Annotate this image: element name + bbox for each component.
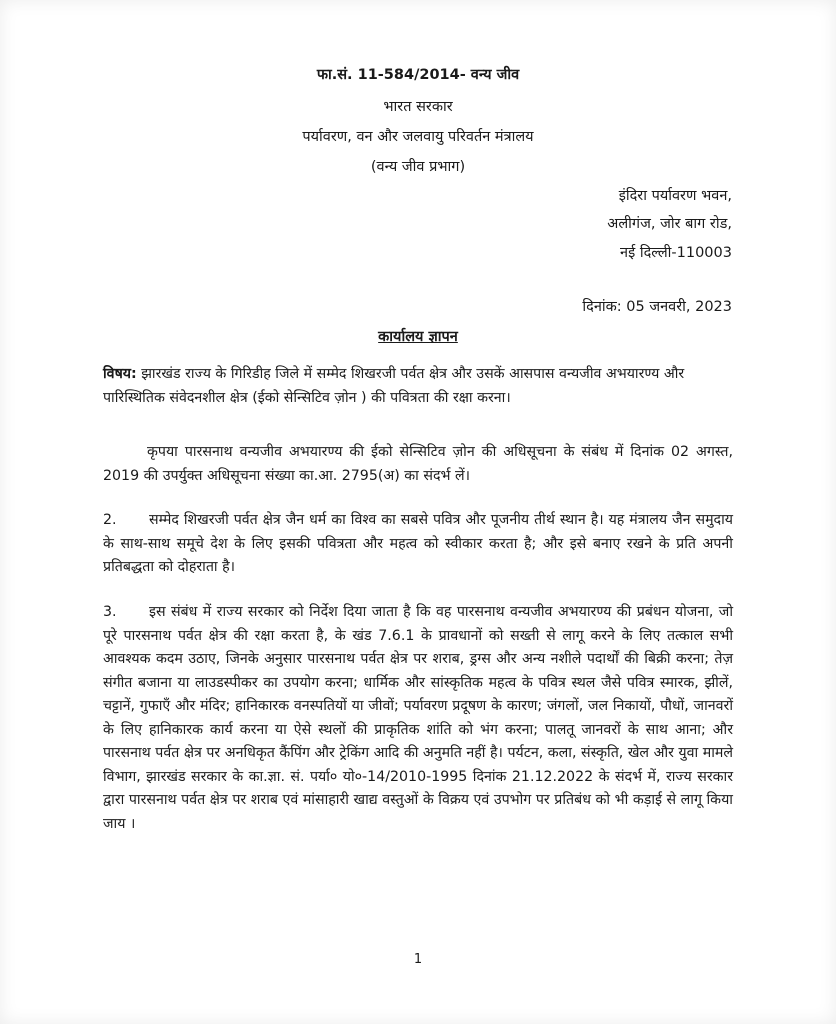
subject-label: विषय: <box>103 366 137 382</box>
paragraph-2 <box>103 509 733 580</box>
document-title: कार्यालय ज्ञापन <box>378 329 458 345</box>
government-name: भारत सरकार <box>383 99 453 115</box>
document-date: दिनांक: 05 जनवरी, 2023 <box>582 299 732 315</box>
paragraph-3-text: इस संबंध में राज्य सरकार को निर्देश दिया जाता है कि वह पारसनाथ वन्यजीव अभयारण्य की प्रबंधन योजना, जो पूरे पारसनाथ पर्वत क्षेत्र की रक्षा करता है, के खंड 7.6.1 के प्रावधानों को सख्ती से लागू करने के लिए तत्काल सभी आवश्यक कदम उठाए, जिनके अनुसार पारसनाथ पर्वत क्षेत्र पर शराब, ड्रग्स और अन्य नशीले पदार्थों की बिक्री करना; तेज़ संगीत बजाना या लाउडस्पीकर का उपयोग करना; धार्मिक और सांस्कृतिक महत्व के पवित्र स्थल जैसे पवित्र स्मारक, झीलें, चट्टानें, गुफाएँ और मंदिर; हानिकारक वनस्पतियों या जीवों; पर्यावरण प्रदूषण के कारण; जंगलों, जल निकायों, पौधों, जानवरों के लिए हानिकारक कार्य करना या ऐसे स्थलों की प्राकृतिक शांति को भंग करना; पालतू जानवरों के साथ आना; और पारसनाथ पर्वत क्षेत्र पर अनधिकृत कैंपिंग और ट्रेकिंग आदि की अनुमति नहीं है। पर्यटन, कला, संस्कृति, खेल और युवा मामले विभाग, झारखंड सरकार के का.ज्ञा. सं. पर्या० यो०-14/2010-1995 दिनांक 21.12.2022 के संदर्भ में, राज्य सरकार द्वारा पारसनाथ पर्वत क्षेत्र पर शराब एवं मांसाहारी खाद्य वस्तुओं के विक्रय एवं उपभोग पर प्रतिबंध को भी कड़ाई से लागू किया जाय । <box>103 604 733 832</box>
paragraph-2-text: सम्मेद शिखरजी पर्वत क्षेत्र जैन धर्म का विश्व का सबसे पवित्र और पूजनीय तीर्थ स्थान है। यह मंत्रालय जैन समुदाय के साथ-साथ समूचे देश के लिए इसकी पवित्रता और महत्व को स्वीकार करता है; और इसे बनाए रखने के प्रति अपनी प्रतिबद्धता को दोहराता है। <box>103 512 733 575</box>
file-number: फा.सं. 11-584/2014- वन्य जीव <box>316 67 520 83</box>
paragraph-3-number: 3. <box>103 604 117 620</box>
subject-block <box>103 363 733 410</box>
subject-text: झारखंड राज्य के गिरिडीह जिले में सम्मेद शिखरजी पर्वत क्षेत्र और उसकें आसपास वन्यजीव अभयारण्य और पारिस्थितिक संवेदनशील क्षेत्र (ईको सेन्सिटिव ज़ोन ) की पवित्रता की रक्षा करना। <box>103 366 685 406</box>
paragraph-2-number: 2. <box>103 512 117 528</box>
paragraph-3 <box>103 601 733 836</box>
paragraph-1 <box>103 441 733 488</box>
division-name: (वन्य जीव प्रभाग) <box>370 159 466 175</box>
address-line-1: इंदिरा पर्यावरण भवन, <box>618 188 732 204</box>
ministry-name: पर्यावरण, वन और जलवायु परिवर्तन मंत्रालय <box>302 129 534 145</box>
page-number: 1 <box>413 952 423 967</box>
address-line-3: नई दिल्ली-110003 <box>620 245 732 261</box>
paragraph-1-text: कृपया पारसनाथ वन्यजीव अभयारण्य की ईको सेन्सिटिव ज़ोन की अधिसूचना के संबंध में दिनांक 02 अगस्त, 2019 की उपर्युक्त अधिसूचना संख्या का.आ. 2795(अ) का संदर्भ लें। <box>103 444 733 484</box>
address-line-2: अलीगंज, जोर बाग रोड, <box>607 216 732 232</box>
